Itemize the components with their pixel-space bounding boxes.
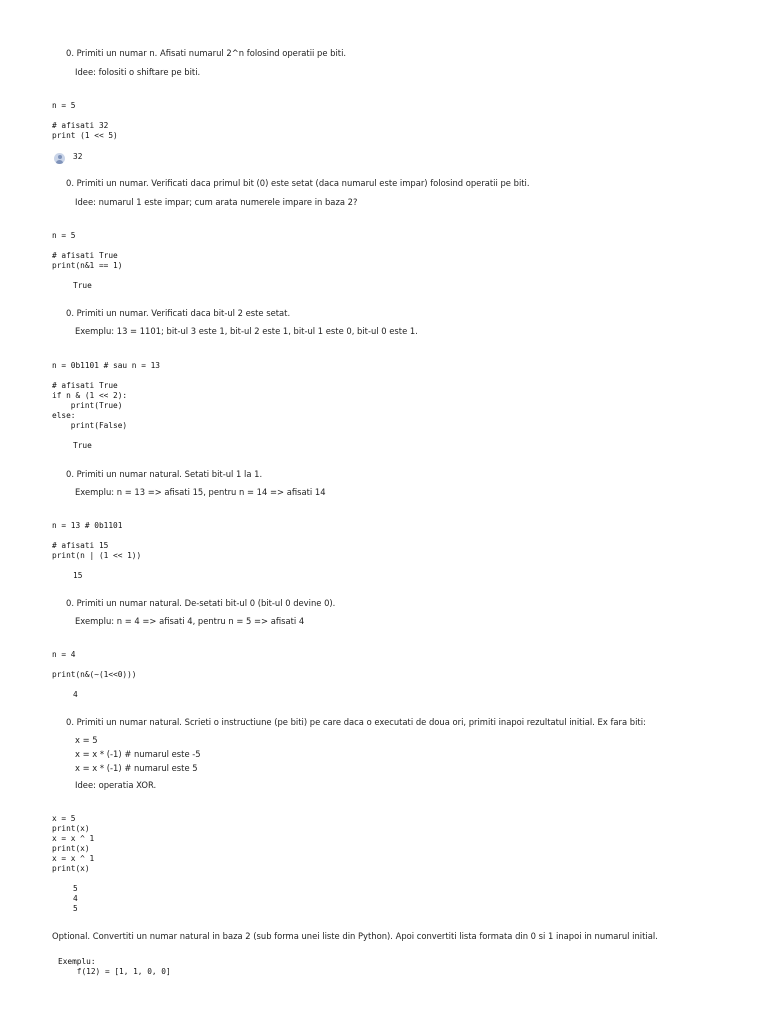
task-6-note: Idee: operatia XOR.: [75, 780, 157, 790]
task-4-code: n = 13 # 0b1101 # afisati 15 print(n | (1 << 1)): [52, 521, 142, 560]
task-5-note: Exemplu: n = 4 => afisati 4, pentru n = 5 => afisati 4: [75, 616, 305, 626]
task-5-output: 4: [73, 690, 78, 699]
task-4-text: 0. Primiti un numar natural. Setati bit-ul 1 la 1.: [66, 469, 263, 479]
task-3-note: Exemplu: 13 = 1101; bit-ul 3 este 1, bit-ul 2 este 1, bit-ul 1 este 0, bit-ul 0 este 1.: [75, 326, 418, 336]
task-2-code: n = 5 # afisati True print(n&1 == 1): [52, 231, 123, 270]
task-6-text: 0. Primiti un numar natural. Scrieti o instructiune (pe biti) pe care daca o executati de doua ori, primiti inapoi rezultatul initial. Ex fara biti:: [66, 717, 646, 727]
task-1-note: Idee: folositi o shiftare pe biti.: [75, 67, 201, 77]
task-1-code: n = 5 # afisati 32 print (1 << 5): [52, 101, 118, 140]
task-3-output: True: [73, 441, 92, 450]
optional-task-text: Optional. Convertiti un numar natural in baza 2 (sub forma unei liste din Python). Apoi convertiti lista formata din 0 si 1 inapoi in numarul initial.: [52, 931, 658, 941]
task-3-code: n = 0b1101 # sau n = 13 # afisati True if n & (1 << 2): print(True) else: print(False): [52, 361, 160, 430]
task-6-code: x = 5 print(x) x = x ^ 1 print(x) x = x ^ 1 print(x): [52, 814, 95, 873]
task-5-code: n = 4 print(n&(~(1<<0))): [52, 650, 137, 679]
task-4-output: 15: [73, 571, 83, 580]
task-5-text: 0. Primiti un numar natural. De-setati bit-ul 0 (bit-ul 0 devine 0).: [66, 598, 336, 608]
task-6-example-line-1: x = 5: [75, 735, 98, 745]
task-2-output: True: [73, 281, 92, 290]
user-avatar-icon: [54, 153, 65, 164]
task-2-note: Idee: numarul 1 este impar; cum arata numerele impare in baza 2?: [75, 197, 358, 207]
task-6-output: 5 4 5: [73, 884, 78, 913]
task-1-text: 0. Primiti un numar n. Afisati numarul 2^n folosind operatii pe biti.: [66, 48, 347, 58]
task-6-example-line-2: x = x * (-1) # numarul este -5: [75, 749, 201, 759]
task-6-example-line-3: x = x * (-1) # numarul este 5: [75, 763, 198, 773]
task-2-text: 0. Primiti un numar. Verificati daca primul bit (0) este setat (daca numarul este impar) folosind operatii pe biti.: [66, 178, 530, 188]
task-3-text: 0. Primiti un numar. Verificati daca bit-ul 2 este setat.: [66, 308, 291, 318]
optional-example-code: Exemplu: f(12) = [1, 1, 0, 0]: [58, 957, 171, 976]
task-4-note: Exemplu: n = 13 => afisati 15, pentru n = 14 => afisati 14: [75, 487, 326, 497]
task-1-output: 32: [73, 152, 83, 161]
